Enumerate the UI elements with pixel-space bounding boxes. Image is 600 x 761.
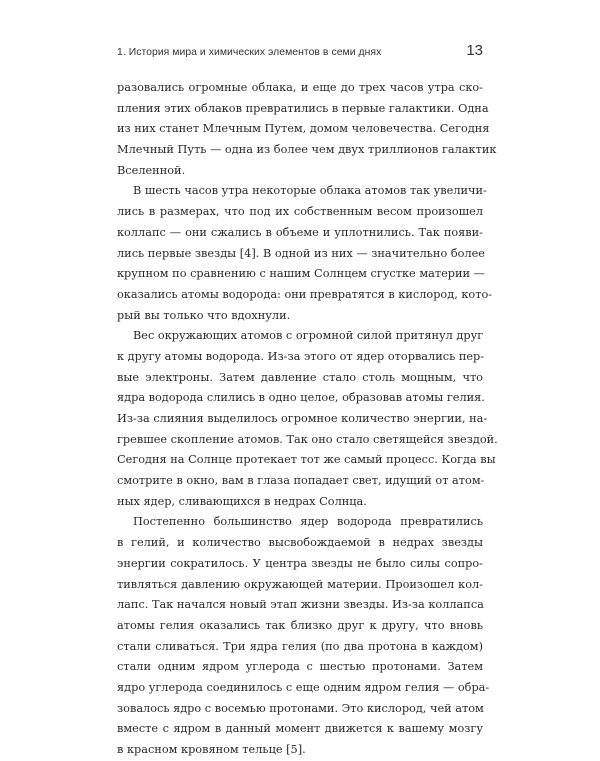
text-line: зовалось ядро с восемью протонами. Это кислород, чей атом [117,701,484,715]
text-line: лись в размерах, что под их собственным весом произошел [117,205,483,219]
paragraph [117,181,493,326]
running-head [117,34,483,59]
text-line: стали сливаться. Три ядра гелия (по два протона в каждом) [117,639,483,653]
text-line: Сегодня на Солнце протекает тот же самый процесс. Когда вы [117,453,496,467]
paragraph [117,512,490,760]
text-line: вместе с ядром в данный момент движется к вашему мозгу [117,722,483,736]
text-line: Млечный Путь — одна из более чем двух триллионов галактик [117,143,497,157]
text-line: лись первые звезды [4]. В одной из них — значительно более [117,246,485,260]
text-line: ных ядер, сливающихся в недрах Солнца. [117,494,367,508]
paragraph [117,78,497,181]
text-line: Вес окружающих атомов с огромной силой притянул друг [133,329,484,343]
text-line: энергии сократилось. У центра звезды не было силы сопро- [117,556,483,570]
text-line: стали одним ядром углерода с шестью протонами. Затем [117,660,483,674]
text-line: в красном кровяном тельце [5]. [117,743,306,756]
text-line: гревшее скопление атомов. Так оно стало светящейся звездой. [117,432,498,446]
paragraph [117,326,498,512]
text-line: в гелий, и количество высвобождаемой в недрах звезды [117,536,483,550]
text-line: В шесть часов утра некоторые облака атомов так увеличи- [133,184,487,198]
text-line: тивляться давлению окружающей материи. Произошел кол- [117,577,483,591]
text-line: оказались атомы водорода: они превратятся в кислород, кото- [117,287,493,301]
text-line: из них станет Млечным Путем, домом человечества. Сегодня [117,122,490,136]
text-line: смотрите в окно, вам в глаза попадает свет, идущий от атом- [117,474,485,488]
text-line: Из-за слияния выделилось огромное количество энергии, на- [117,412,488,425]
text-line: коллапс — они сжались в объеме и уплотнились. Так появи- [117,225,483,239]
text-line: Вселенной. [117,163,186,177]
text-line: пления этих облаков превратились в первые галактики. Одна [117,101,489,115]
text-line: Постепенно большинство ядер водорода превратились [133,515,483,529]
page-number: 13 [466,42,483,59]
text-line: крупном по сравнению с нашим Солнцем сгустке материи — [117,267,485,281]
text-line: ядра водорода слились в одно целое, образовав атомы гелия. [117,391,485,405]
running-title: 1. История мира и химических элементов в семи днях [117,47,382,58]
body-text [117,78,498,761]
text-line: рый вы только что вдохнули. [117,308,291,322]
text-line: атомы гелия оказались так близко друг к другу, что вновь [117,618,483,632]
text-line: ядро углерода соединилось с еще одним ядром гелия — обра- [117,680,490,694]
text-line: вые электроны. Затем давление стало столь мощным, что [117,370,483,384]
text-line: лапс. Так начался новый этап жизни звезды. Из-за коллапса [117,598,484,612]
text-line: к другу атомы водорода. Из-за этого от ядер оторвались пер- [117,349,485,363]
text-line: разовались огромные облака, и еще до трех часов утра ско- [117,81,483,94]
